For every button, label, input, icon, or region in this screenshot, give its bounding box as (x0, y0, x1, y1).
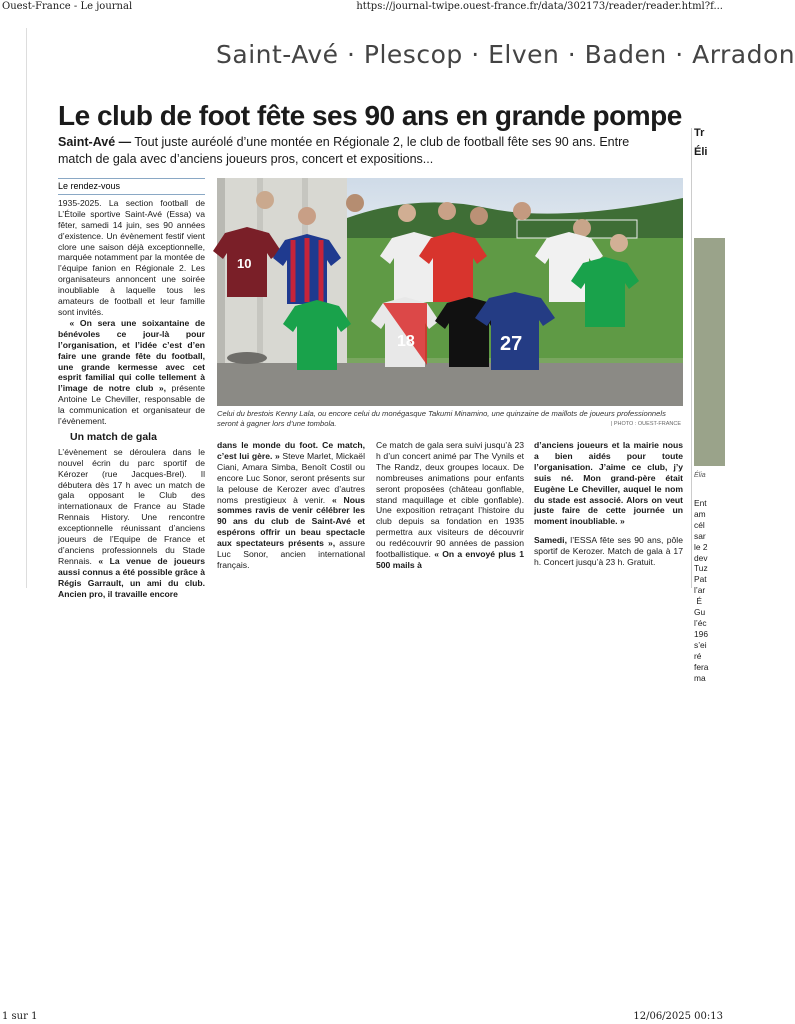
photo-credit: | PHOTO : OUEST-FRANCE (610, 421, 681, 427)
svg-text:10: 10 (237, 256, 252, 271)
standfirst-text: Tout juste auréolé d’une montée en Régionale 2, le club de football fête ses 90 ans. Entre match de gala avec d’anciens joueurs pros, concert et expositions... (58, 135, 630, 166)
section-towns-banner: Saint-Avé · Plescop · Elven · Baden · Arradon (216, 40, 795, 69)
article-column-1 (58, 178, 205, 600)
paragraph (58, 318, 205, 427)
next-article-title-2: Éli (694, 145, 708, 158)
svg-text:27: 27 (500, 333, 523, 355)
paragraph (376, 440, 524, 571)
text: Steve Marlet, Mickaël Ciani, Amara Simba, Benoît Costil ou encore Luc Sonor, seront présents sur la pelouse de Kerozer avec d’autres noms prestigieux à venir. (217, 450, 365, 505)
text: assure Luc Sonor, ancien international français. (217, 538, 365, 570)
standfirst-location: Saint-Avé — (58, 135, 132, 149)
quote: « Nous sommes ravis de venir célébrer les 90 ans du club de Saint-Avé et espérons offrir un beau spectacle aux spectateurs présents », (217, 494, 365, 549)
box-title: Le rendez-vous (58, 178, 205, 195)
paragraph (58, 447, 205, 600)
quote: « On sera une soixantaine de bénévoles ce jour-là pour l’organisation, et l’idée c’est d’en faire une grande fête du football, une grande kermesse avec cet esprit familial qui colle tellement à l’image de notre club », (58, 317, 205, 394)
next-article-title: Tr (694, 127, 705, 139)
page-left-rule (26, 28, 27, 588)
next-article-caption: Élia (694, 472, 706, 479)
print-header (0, 0, 725, 14)
paragraph: d’anciens joueurs et la mairie nous a bien aidés pour toute l’organisation. J’aime ce club, j’y suis né. Mon grand-père était Eugène Le Cheviller, auquel le nom du stade est associé. Alors on veut juste faire de cette journée un moment inoubliable. » (534, 440, 683, 527)
paragraph: 1935-2025. La section football de L’Étoile sportive Saint-Avé (Essa) va fêter, samedi 14 juin, ses 90 années d’existence. Un évènement festif vient clore une saison déjà exceptionnelle, marquée notamment par la montée de l’équipe fanion en Régionale 2. Les organisateurs annoncent une soirée inoubliable à laquelle tous les amateurs de football et leur famille sont invités. (58, 197, 205, 317)
subheading: Un match de gala (70, 430, 157, 443)
column-divider (691, 128, 692, 588)
paragraph (534, 535, 683, 568)
text: Ce match de gala sera suivi jusqu’à 23 h d’un concert animé par The Vynils et The Randz, deux groupes locaux. De nombreuses animations pour enfants seront proposées (château gonflable, stand maquillage et cible gonflable). Une exposition retraçant l’histoire du club depuis sa fondation en 1935 permettra aux visiteurs de découvrir ou redécouvrir 90 années de passion footballistique. (376, 440, 524, 560)
paragraph (217, 440, 365, 571)
practical-info: l’ESSA fête ses 90 ans, pôle sportif de Kerozer. Match de gala à 17 h. Concert jusqu’à 23 h. Gratuit. (534, 535, 683, 568)
caption-text: Celui du brestois Kenny Lala, ou encore celui du monégasque Takumi Minamino, une quinzaine de maillots de joueurs professionnels seront à gagner lors d’une tombola. (217, 409, 666, 428)
next-article-photo (694, 238, 725, 466)
newspaper-page (26, 28, 795, 683)
print-header-title: Ouest-France - Le journal (2, 1, 133, 12)
print-footer (0, 1010, 725, 1024)
quote: dans le monde du foot. Ce match, c’est lui gère. » (217, 440, 365, 461)
article-photo (217, 178, 683, 406)
text: présente Antoine Le Cheviller, responsable de la communication et organisateur de l’évènement. (58, 383, 205, 427)
article-column-2 (217, 440, 365, 571)
article-column-4 (534, 440, 683, 568)
team-jerseys-photo (217, 178, 683, 406)
quote: « La venue de joueurs aussi connus a été possible grâce à Régis Garrault, un ami du club. Ancien pro, il travaille encore (58, 555, 205, 599)
photo-caption (217, 409, 683, 428)
article-headline: Le club de foot fête ses 90 ans en grande pompe (58, 100, 682, 131)
article-column-3 (376, 440, 524, 571)
next-article-strip (694, 127, 725, 683)
practical-info-lead: Samedi, (534, 535, 567, 546)
print-timestamp: 12/06/2025 00:13 (633, 1011, 723, 1022)
next-article-text: Ent am cél sar le 2 dev Tuz Pat l’ar É Gu l’éc 196 s’ei ré fera ma (694, 498, 709, 683)
text: L’évènement se déroulera dans le nouvel écrin du parc sportif de Kérozer (rue Jacques-Brel). Il débutera dès 17 h avec un match de gala opposant le Club des internationaux de France au Stade Rennais History. Une rencontre exceptionnelle réunissant d’anciens joueurs de l’Equipe de France et d’anciens professionnels du Stade Rennais. (58, 446, 205, 566)
print-header-url[interactable]: https://journal-twipe.ouest-france.fr/data/302173/reader/reader.html?f... (356, 1, 723, 12)
article-standfirst (58, 134, 648, 168)
quote: « On a envoyé plus 1 500 mails à (376, 549, 524, 570)
svg-text:18: 18 (397, 333, 415, 350)
page-count: 1 sur 1 (2, 1011, 38, 1022)
